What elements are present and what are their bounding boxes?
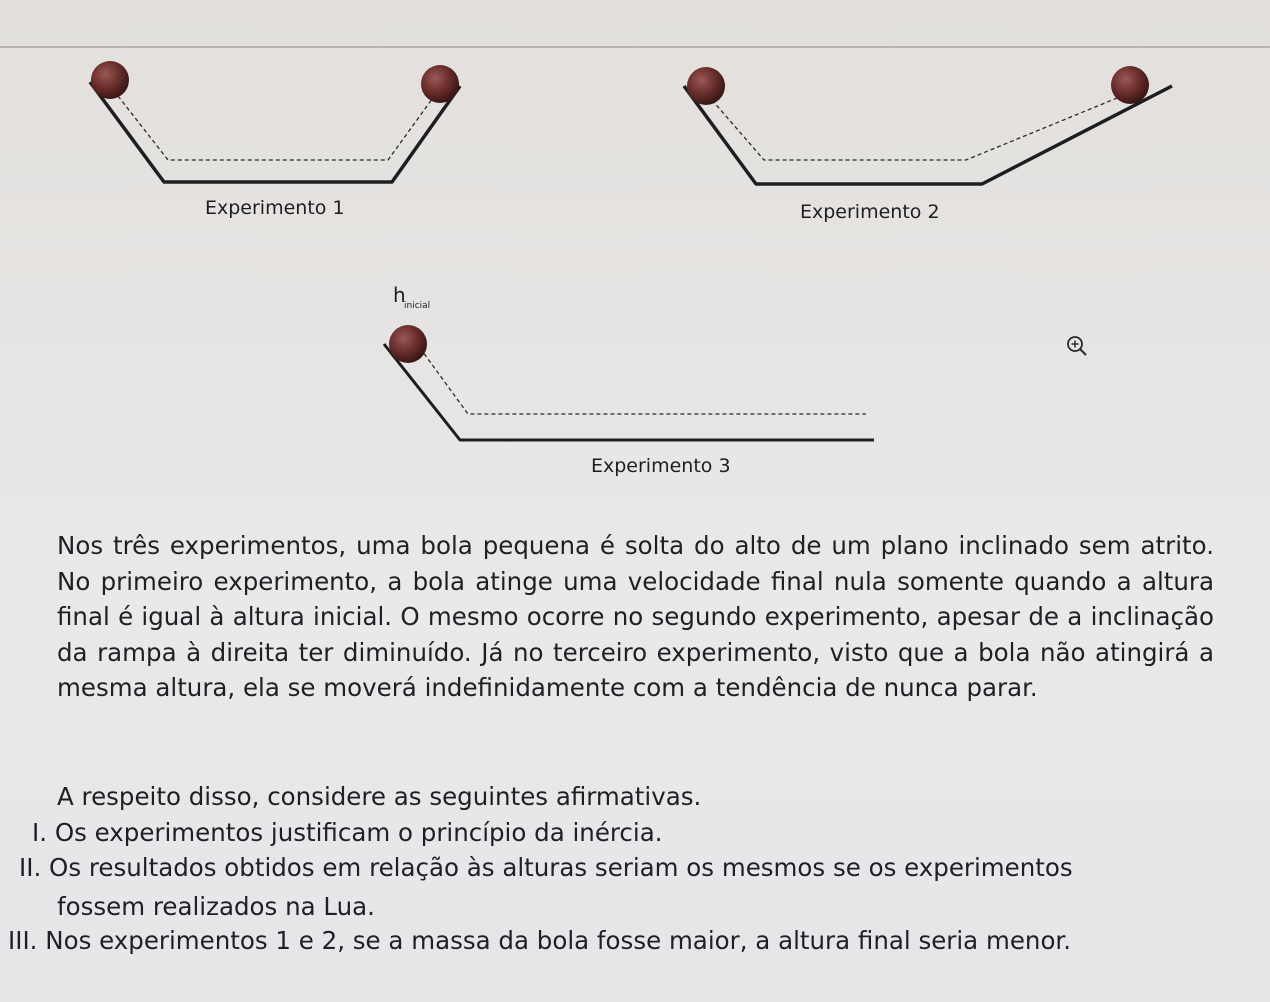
statement-3 — [8, 922, 1071, 959]
experiment-1-diagram — [90, 61, 460, 219]
zoom-in-icon[interactable] — [1068, 337, 1086, 355]
experiment-3-label: Experimento 3 — [591, 455, 731, 477]
experiment-2-label: Experimento 2 — [800, 201, 940, 223]
experiment-2-ball-start — [687, 67, 725, 105]
experiment-2-ball-end — [1111, 66, 1149, 104]
experiment-1-label: Experimento 1 — [205, 197, 345, 219]
experiment-1-ball-end — [421, 65, 459, 103]
statements-intro: A respeito disso, considere as seguintes afirmativas. — [57, 782, 702, 811]
experiment-3-ramp — [384, 344, 874, 440]
statement-1 — [32, 814, 663, 851]
experiment-3-ball — [389, 325, 427, 363]
statement-2-number: II. — [19, 853, 42, 882]
h-initial-subscript: inicial — [404, 301, 431, 311]
statement-1-text: Os experimentos justificam o princípio da inércia. — [54, 818, 663, 847]
experiment-3-diagram — [384, 283, 874, 477]
statement-2 — [19, 849, 1073, 886]
experiment-1-path — [118, 88, 440, 160]
question-paragraph: Nos três experimentos, uma bola pequena é solta do alto de um plano inclinado sem atrito. No primeiro experimento, a bola atinge uma velocidade final nula somente quando a altura final é igual à altura inicial. O mesmo ocorre no segundo experimento, apesar de a inclinação da rampa à direita ter diminuído. Já no terceiro experimento, visto que a bola não atingirá a mesma altura, ela se moverá indefinidamente com a tendência de nunca parar. — [57, 531, 1214, 702]
experiment-1-ball-start — [91, 61, 129, 99]
experiment-2-ramp — [684, 86, 1172, 184]
statement-2-text: Os resultados obtidos em relação às alturas seriam os mesmos se os experimentos — [49, 853, 1073, 882]
statement-1-number: I. — [32, 818, 48, 847]
statement-3-text: Nos experimentos 1 e 2, se a massa da bola fosse maior, a altura final seria menor. — [45, 926, 1072, 955]
statement-2-continuation: fossem realizados na Lua. — [57, 892, 375, 921]
experiments-figure — [0, 0, 1270, 500]
h-initial-symbol: h — [393, 283, 406, 307]
statement-3-number: III. — [8, 926, 38, 955]
experiment-2-path — [712, 96, 1122, 160]
experiment-3-path — [420, 348, 866, 414]
experiment-2-diagram — [684, 66, 1172, 223]
